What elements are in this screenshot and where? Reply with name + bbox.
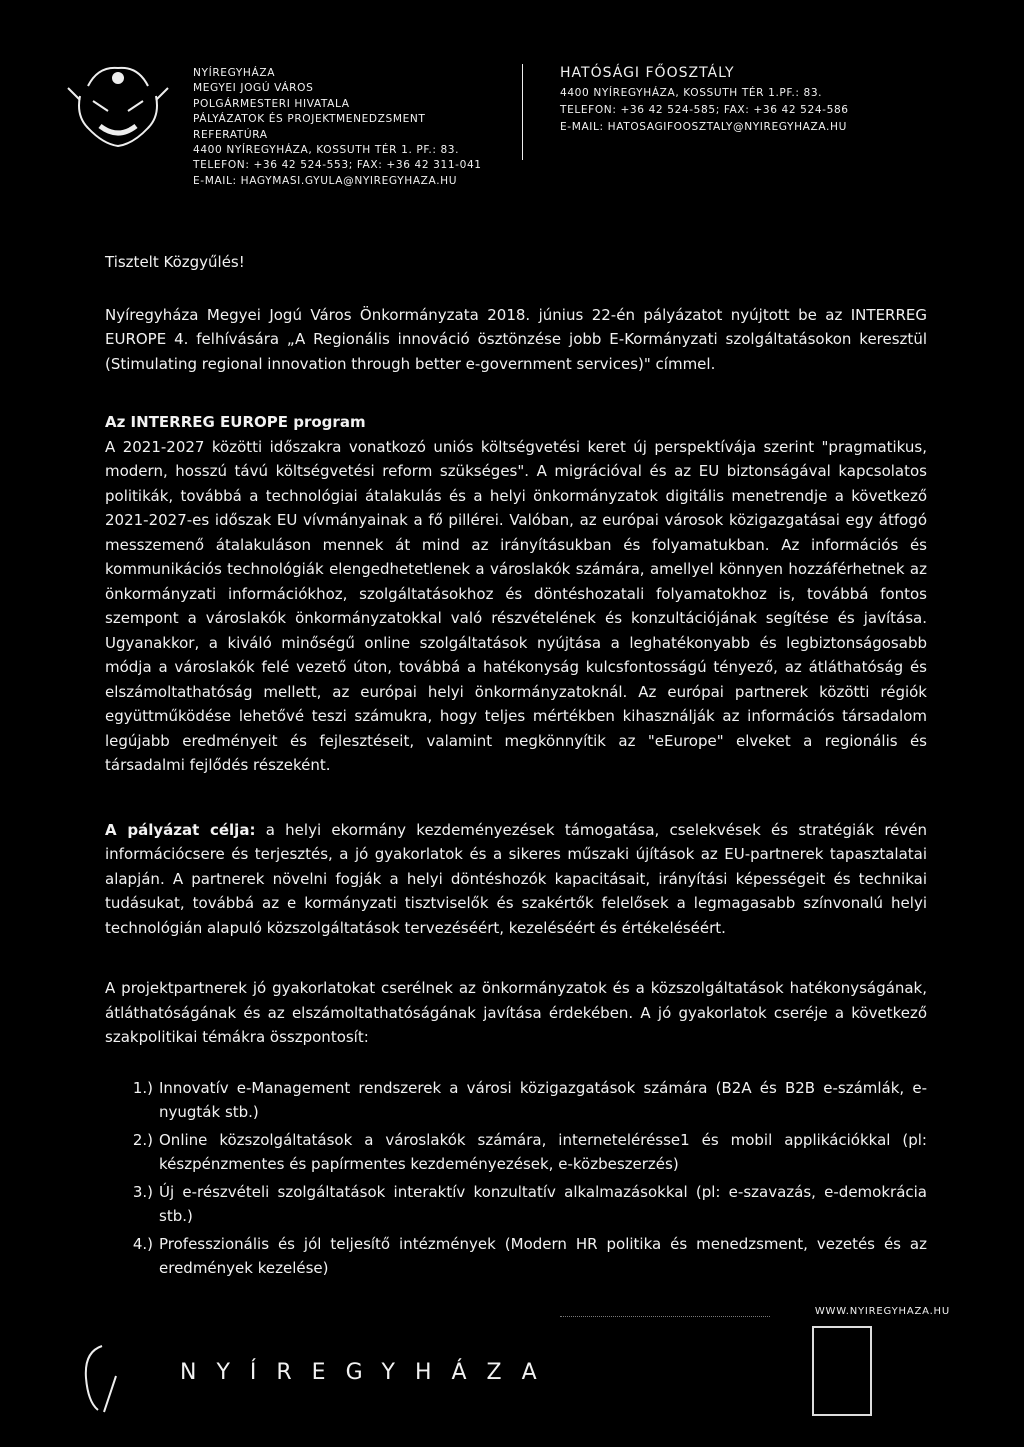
header-left-line: POLGÁRMESTERI HIVATALA [193, 97, 350, 110]
header-left-email[interactable]: E-MAIL: HAGYMASI.GYULA@NYIREGYHAZA.HU [193, 174, 458, 187]
header-left-line: TELEFON: +36 42 524-553; FAX: +36 42 311-041 [193, 159, 482, 172]
header-left-line: 4400 NYÍREGYHÁZA, KOSSUTH TÉR 1. PF.: 83. [193, 144, 460, 157]
goal-label: A pályázat célja: [105, 820, 256, 839]
list-item [105, 1180, 927, 1229]
header-left-line: MEGYEI JOGÚ VÁROS [193, 82, 314, 95]
header-right-line: 4400 NYÍREGYHÁZA, KOSSUTH TÉR 1.PF.: 83. [560, 87, 823, 99]
footer-website-link[interactable]: WWW.NYIREGYHAZA.HU [814, 1306, 950, 1317]
header-right-email[interactable]: E-MAIL: HATOSAGIFOOSZTALY@NYIREGYHAZA.HU [560, 121, 847, 133]
letter-body [105, 250, 927, 1284]
list-text: Professzionális és jól teljesítő intézmények (Modern HR politika és menedzsment, vezetés és az eredmények kezelése) [159, 1234, 927, 1277]
header-left-line: PÁLYÁZATOK ÉS PROJEKTMENEDZSMENT [193, 113, 426, 126]
department-title: HATÓSÁGI FŐOSZTÁLY [560, 65, 735, 81]
list-number: 2.) [132, 1130, 153, 1149]
list-item [105, 1232, 927, 1281]
list-number: 1.) [132, 1078, 153, 1097]
header-left-block [193, 66, 482, 189]
partners-paragraph: A projektpartnerek jó gyakorlatokat cserélnek az önkormányzatok és a közszolgáltatások hatékonyságának, átláthatóságának és az elszámoltathatóságának javítása érdekében. A jó gyakorlatok cseréje a következő szakpolitikai témákra összpontosít: [105, 979, 927, 1046]
goal-text: a helyi ekormány kezdeményezések támogatása, cselekvések és stratégiák révén információcsere és terjesztés, a jó gyakorlatok és a sikeres műszaki újítások az EU-partnerek tapasztalatai alapján. A partnerek növelni fogják a helyi döntéshozók kapacitásait, irányítási képességeit és technikai tudásukat, továbbá az e kormányzati tisztviselők és szakértők felelősek a legmagasabb színvonalú helyi technológián alapuló közszolgáltatások tervezéséért, kezeléséért és értékeléséért. [105, 820, 928, 937]
list-text: Innovatív e-Management rendszerek a városi közigazgatások számára (B2A és B2B e-számlák, e-nyugták stb.) [159, 1078, 927, 1121]
list-text: Új e-részvételi szolgáltatások interaktív konzultatív alkalmazásokkal (pl: e-szavazás, e-demokrácia stb.) [159, 1182, 927, 1225]
header-divider [522, 64, 523, 160]
goal-paragraph [105, 818, 927, 941]
footer-stamp-box [812, 1326, 872, 1416]
intro-paragraph: Nyíregyháza Megyei Jogú Város Önkormányzata 2018. június 22-én pályázatot nyújtott be az INTERREG EUROPE 4. felhívására „A Regionális innováció ösztönzése jobb E-Kormányzati szolgáltatásokon keresztül (Stimulating regional innovation through better e-government services)" címmel. [105, 305, 927, 373]
header-left-line: NYÍREGYHÁZA [193, 67, 276, 79]
city-crest-logo [58, 56, 178, 156]
header-right-block [560, 65, 849, 136]
list-text: Online közszolgáltatások a városlakók számára, internetelérésse1 és mobil applikációkkal (pl: készpénzmentes és papírmentes kezdeményezések, e-közbeszerzés) [159, 1130, 927, 1173]
program-paragraph: A 2021-2027 közötti időszakra vonatkozó uniós költségvetési keret új perspektívája szerint "pragmatikus, modern, hosszú távú költségvetési reform szükséges". A migrációval és az EU biztonságával kapcsolatos politikák, továbbá a technológiai átalakulás és a helyi önkormányzatok digitális menetrendje a következő 2021-2027-es időszak EU vívmányainak a fő pillérei. Valóban, az európai városok közigazgatásai egy átfogó messzemenő átalakuláson mennek át mind az irányításukban és folyamatukban. Az információs és kommunikációs technológiák elengedhetetlenek a városlakók számára, amellyel könnyen hozzáférhetnek az önkormányzati információkhoz, szolgáltatásokhoz és döntéshozatali folyamatokhoz is, továbbá fontos szempont a városlakók önkormányzatokkal való részvételének és konzultációjának segítése és javítása. Ugyanakkor, a kiváló minőségű online szolgáltatások nyújtása a leghatékonyabb és legbiztonságosabb módja a városlakók felé vezető úton, továbbá a hatékonyság kulcsfontosságú tényező, az átláthatóság és elszámoltathatóság mellett, az európai helyi önkormányzatoknál. Az európai partnerek közötti régiók együttműködése lehetővé teszi számukra, hogy teljes mértékben kihasználják az információs társadalom legújabb eredményeit és fejlesztéseit, valamint megkönnyítik az "eEurope" elveket a regionális és társadalmi fejlődés részeként. [105, 437, 927, 774]
footer-logo-icon [82, 1342, 122, 1414]
header-left-line: REFERATÚRA [193, 128, 268, 141]
list-item [105, 1128, 927, 1177]
program-heading: Az INTERREG EUROPE program [105, 413, 366, 431]
list-item [105, 1076, 927, 1125]
footer-city-name: NYÍREGYHÁZA [180, 1360, 557, 1385]
salutation: Tisztelt Közgyűlés! [105, 253, 245, 271]
list-number: 3.) [132, 1182, 153, 1201]
footer-dotted-line [560, 1316, 770, 1317]
topic-list [105, 1076, 927, 1281]
header-right-line: TELEFON: +36 42 524-585; FAX: +36 42 524-586 [560, 104, 849, 116]
list-number: 4.) [132, 1234, 153, 1253]
